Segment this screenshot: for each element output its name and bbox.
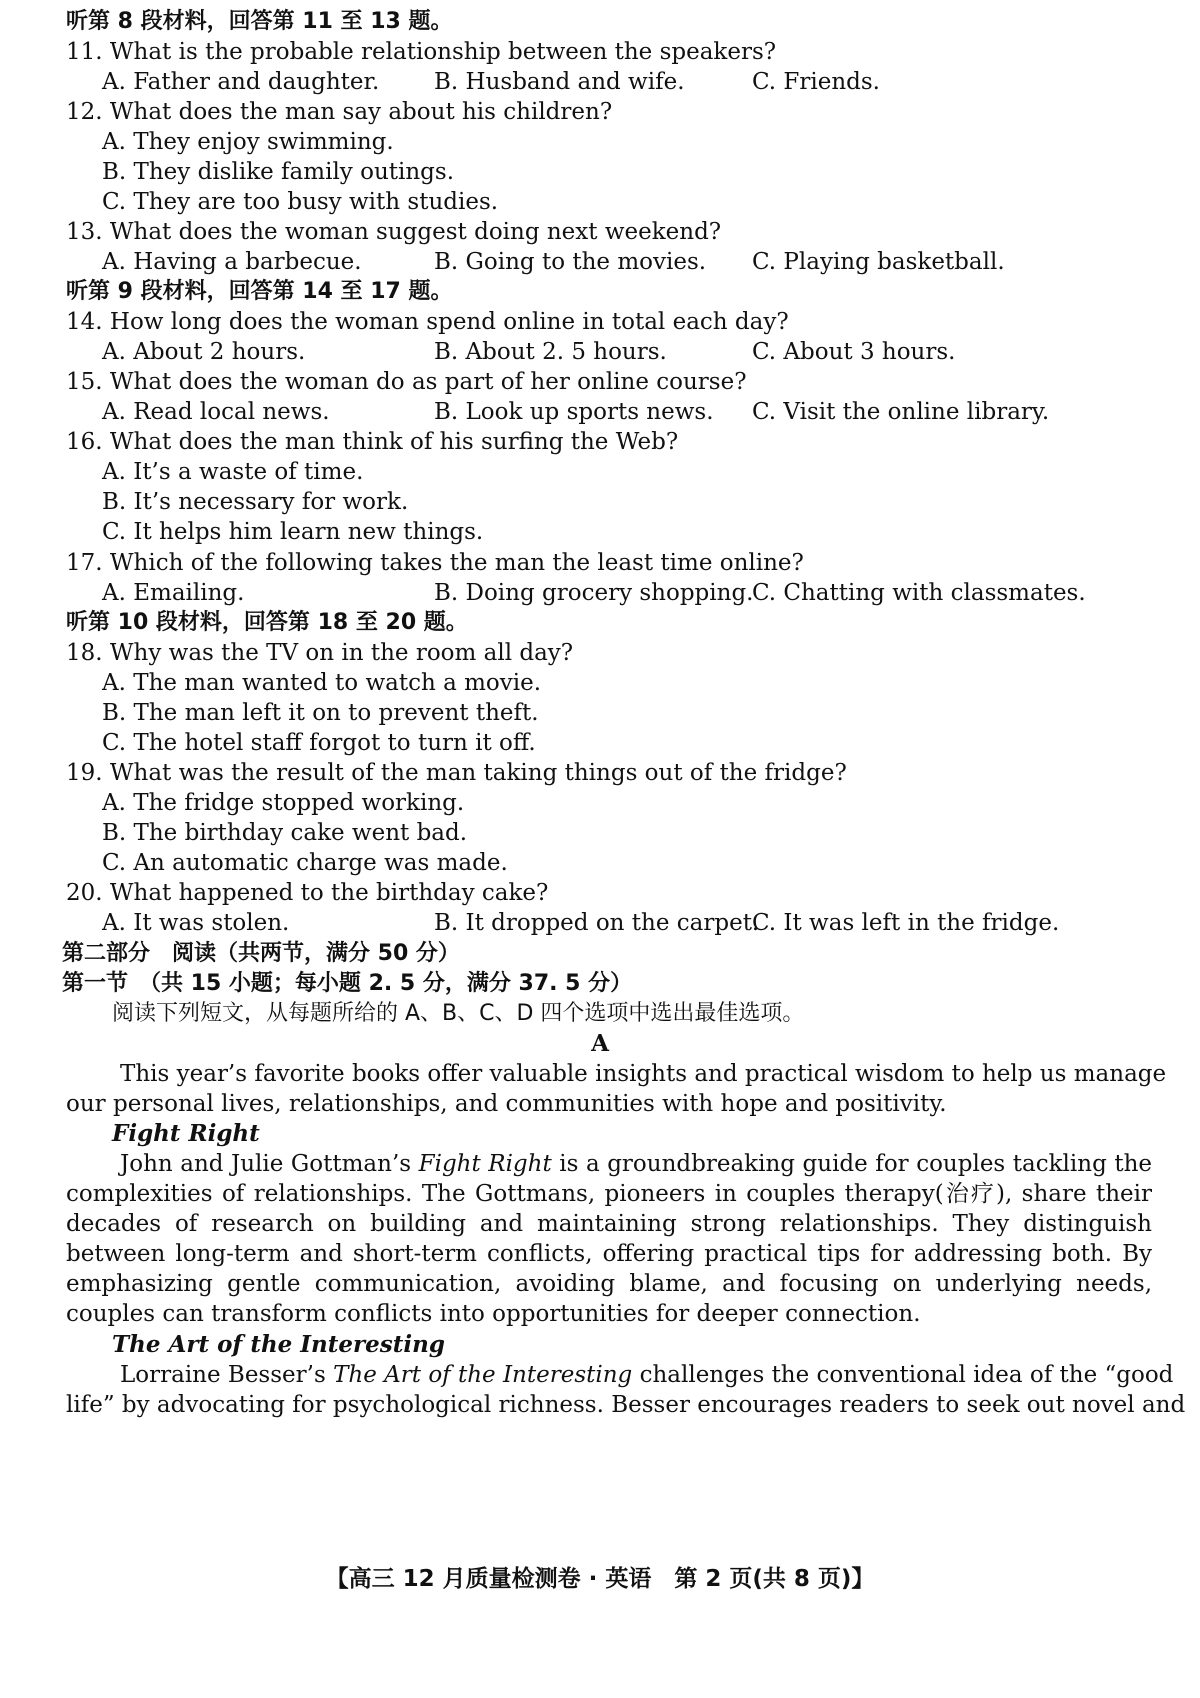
option-c: C. Chatting with classmates. (752, 580, 1086, 606)
option-c: C. About 3 hours. (752, 339, 956, 365)
option-b: B. Look up sports news. (434, 399, 714, 425)
option-c: C. Playing basketball. (752, 249, 1005, 275)
book2-line-2: life” by advocating for psychological richness. Besser encourages readers to seek out novel and (66, 1392, 1186, 1418)
question-11-options (0, 66, 1200, 98)
option-c: C. Visit the online library. (752, 399, 1050, 425)
option-b: B. The birthday cake went bad. (102, 820, 468, 846)
option-a: A. About 2 hours. (102, 339, 306, 365)
question-15 (0, 366, 1200, 398)
option-c: C. Friends. (752, 69, 880, 95)
question-19 (0, 757, 1200, 789)
question-17 (0, 547, 1200, 579)
option-a: A. Emailing. (102, 580, 245, 606)
book1-line-6: couples can transform conflicts into opportunities for deeper connection. (66, 1301, 921, 1327)
option-a: A. The fridge stopped working. (102, 790, 465, 816)
option-a: A. The man wanted to watch a movie. (102, 670, 542, 696)
question-12 (0, 96, 1200, 128)
option-a: A. Father and daughter. (102, 69, 380, 95)
option-b: B. They dislike family outings. (102, 159, 455, 185)
book1-line-3: decades of research on building and maintaining strong relationships. They distinguish (66, 1211, 1152, 1237)
section-heading-9: 听第 9 段材料，回答第 14 至 17 题。 (66, 279, 453, 304)
option-b: B. Husband and wife. (434, 69, 685, 95)
question-stem: 17. Which of the following takes the man the least time online? (66, 550, 804, 576)
book1-line-2: complexities of relationships. The Gottmans, pioneers in couples therapy(治疗), share their (66, 1181, 1152, 1207)
book1-line-1: John and Julie Gottman’s Fight Right is a groundbreaking guide for couples tackling the (120, 1151, 1153, 1177)
reading-instruction: 阅读下列短文，从每题所给的 A、B、C、D 四个选项中选出最佳选项。 (112, 1001, 805, 1026)
part-two-heading: 第二部分 阅读（共两节，满分 50 分） (62, 941, 460, 966)
page-footer: 【高三 12 月质量检测卷 · 英语 第 2 页(共 8 页)】 (325, 1566, 875, 1592)
question-stem: 18. Why was the TV on in the room all day? (66, 640, 574, 666)
option-a: A. It was stolen. (102, 910, 290, 936)
option-b: B. Going to the movies. (434, 249, 707, 275)
book1-line-5: emphasizing gentle communication, avoiding blame, and focusing on underlying needs, (66, 1271, 1152, 1297)
question-14 (0, 306, 1200, 338)
book-title-art-of-interesting: The Art of the Interesting (112, 1331, 445, 1358)
section-heading-8: 听第 8 段材料，回答第 11 至 13 题。 (66, 9, 453, 34)
option-b: B. It dropped on the carpet. (434, 910, 760, 936)
option-c: C. It helps him learn new things. (102, 519, 484, 545)
question-stem: 11. What is the probable relationship between the speakers? (66, 39, 777, 65)
option-a: A. They enjoy swimming. (102, 129, 394, 155)
option-c: C. They are too busy with studies. (102, 189, 499, 215)
option-b: B. It’s necessary for work. (102, 489, 409, 515)
option-a: A. Read local news. (102, 399, 330, 425)
intro-line-2: our personal lives, relationships, and communities with hope and positivity. (66, 1091, 947, 1117)
question-stem: 16. What does the man think of his surfing the Web? (66, 429, 679, 455)
question-16 (0, 426, 1200, 458)
passage-label: A (591, 1030, 609, 1057)
question-stem: 13. What does the woman suggest doing next weekend? (66, 219, 722, 245)
section-one-heading: 第一节 （共 15 小题；每小题 2. 5 分，满分 37. 5 分） (62, 971, 633, 996)
question-stem: 14. How long does the woman spend online in total each day? (66, 309, 789, 335)
question-stem: 19. What was the result of the man taking things out of the fridge? (66, 760, 847, 786)
book-title-fight-right: Fight Right (112, 1120, 260, 1147)
option-b: B. The man left it on to prevent theft. (102, 700, 539, 726)
option-c: C. The hotel staff forgot to turn it off. (102, 730, 536, 756)
question-18 (0, 637, 1200, 669)
option-a: A. Having a barbecue. (102, 249, 362, 275)
intro-line-1: This year’s favorite books offer valuable insights and practical wisdom to help us manage (120, 1061, 1167, 1087)
question-stem: 20. What happened to the birthday cake? (66, 880, 549, 906)
option-c: C. It was left in the fridge. (752, 910, 1060, 936)
section-heading-10: 听第 10 段材料，回答第 18 至 20 题。 (66, 610, 468, 635)
option-a: A. It’s a waste of time. (102, 459, 364, 485)
book1-line-4: between long-term and short-term conflicts, offering practical tips for addressing both. By (66, 1241, 1152, 1267)
question-stem: 15. What does the woman do as part of her online course? (66, 369, 747, 395)
book2-line-1: Lorraine Besser’s The Art of the Interesting challenges the conventional idea of the “good (120, 1362, 1174, 1388)
option-c: C. An automatic charge was made. (102, 850, 508, 876)
question-20 (0, 877, 1200, 909)
question-11 (0, 36, 1200, 68)
question-stem: 12. What does the man say about his children? (66, 99, 613, 125)
option-b: B. Doing grocery shopping. (434, 580, 754, 606)
question-13 (0, 216, 1200, 248)
option-b: B. About 2. 5 hours. (434, 339, 667, 365)
